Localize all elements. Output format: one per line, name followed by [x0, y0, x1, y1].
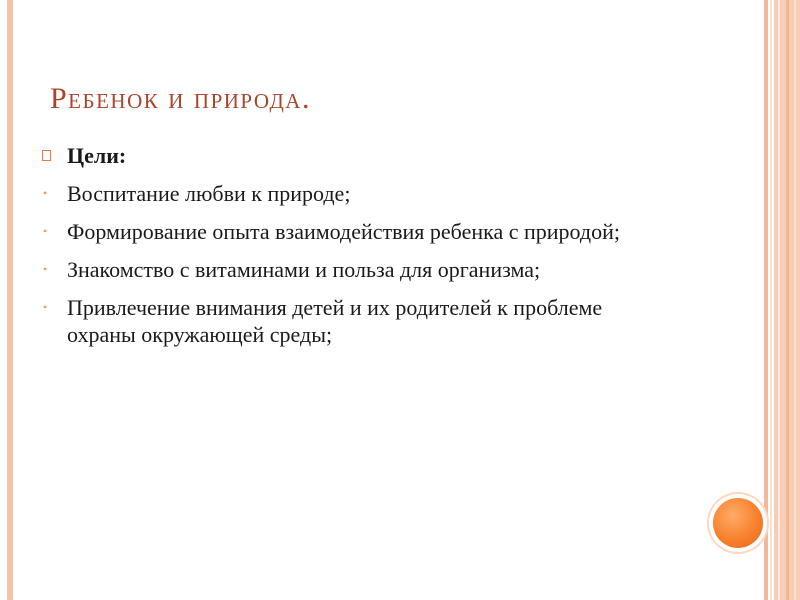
- list-item-text: Знакомство с витаминами и польза для организма;: [67, 257, 541, 282]
- list-item: [40, 180, 660, 207]
- bullet-list: [40, 142, 660, 359]
- box-bullet-icon: [42, 150, 51, 161]
- bullet-dot-icon: •: [43, 300, 48, 314]
- list-item-text: Привлечение внимания детей и их родителей к проблеме охраны окружающей среды;: [67, 295, 603, 347]
- slide-title: Ребенок и природа.: [50, 82, 311, 115]
- list-item: [40, 256, 660, 283]
- bullet-dot-icon: •: [43, 186, 48, 200]
- right-decorative-stripe: [786, 0, 789, 600]
- bullet-dot-icon: •: [43, 262, 48, 276]
- list-item: [40, 218, 660, 245]
- orange-circle-decoration: [713, 498, 763, 548]
- list-heading-text: Цели:: [67, 143, 127, 168]
- right-decorative-stripe: [764, 0, 768, 600]
- left-decorative-stripe: [7, 0, 13, 600]
- list-heading: [40, 142, 660, 169]
- list-item-text: Воспитание любви к природе;: [67, 181, 351, 206]
- right-decorative-stripe: [778, 0, 780, 600]
- bullet-dot-icon: •: [43, 224, 48, 238]
- right-decorative-stripe: [770, 0, 772, 600]
- list-item: [40, 294, 660, 348]
- list-item-text: Формирование опыта взаимодействия ребенка с природой;: [67, 219, 620, 244]
- right-decorative-stripe: [794, 0, 796, 600]
